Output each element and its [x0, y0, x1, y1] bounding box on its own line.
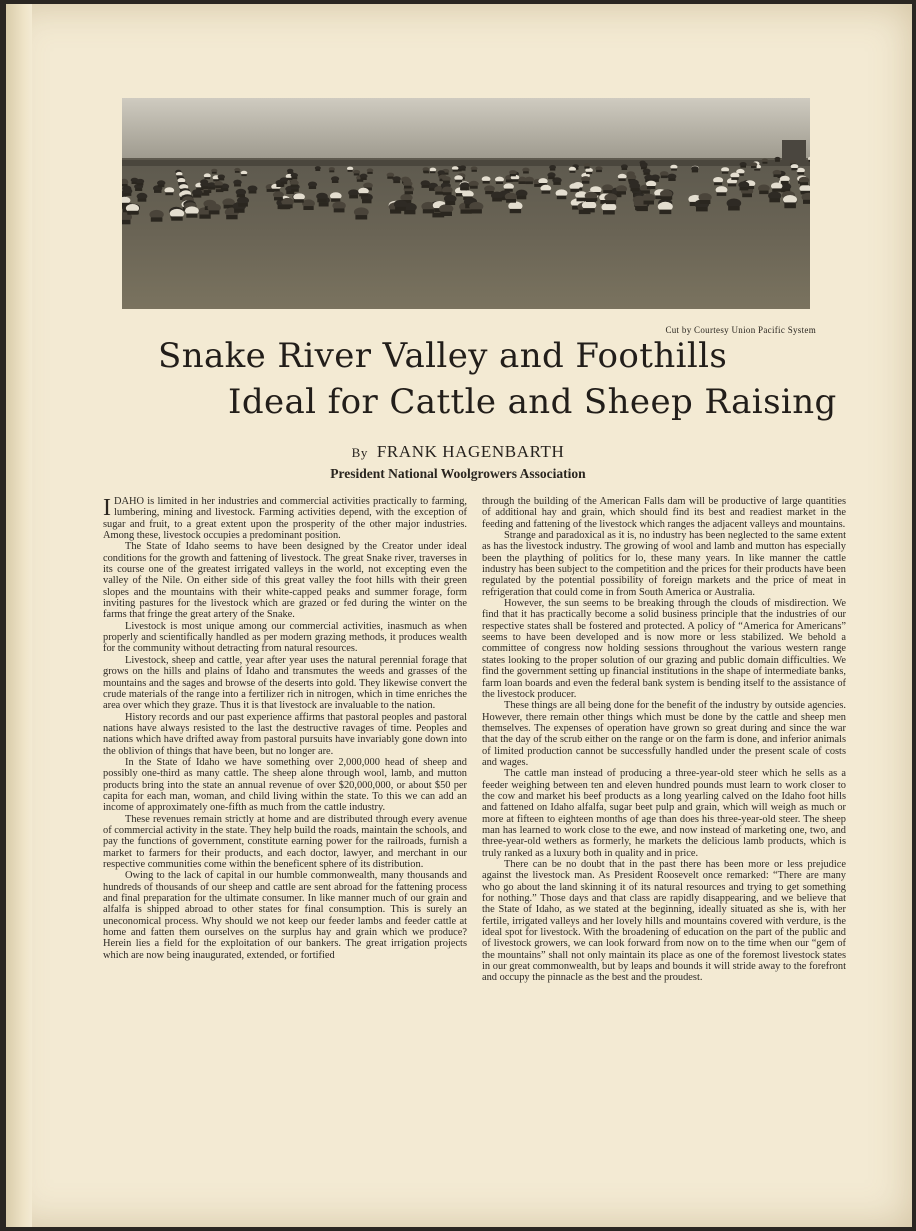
photo-credit: Cut by Courtesy Union Pacific System [665, 325, 816, 335]
article-paragraph: Livestock is most unique among our commercial activities, inasmuch as when properly and scientifically handled as per modern grazing methods, it produces wealth for the community without detracting from natural resources. [103, 620, 467, 655]
article-paragraph: In the State of Idaho we have something over 2,000,000 head of sheep and possibly one-third as many cattle. The sheep alone through wool, lamb, and mutton products bring into the state an annual revenue of over $20,000,000, or about $50 per capita for each man, woman, and child living within the state. To this we can add an income of approximately one-fifth as much from the cattle industry. [103, 756, 467, 814]
page-spine [6, 4, 32, 1227]
article-paragraph: IDAHO is limited in her industries and commercial activities practically to farming, lumbering, mining and livestock. Farming activities depend, with the exception of sugar and fruit, to a great extent upon the prosperity of the other major industries. Among these, livestock occupies a predominant position. [103, 495, 467, 542]
article-column-right [482, 496, 846, 984]
article-paragraph: History records and our past experience affirms that pastoral peoples and pastoral nations have always resisted to the last the destructive ravages of time. Peoples and nations which have drifted away from pastoral pursuits have invariably gone down into the oblivion of things that have been, but no longer are. [103, 711, 467, 757]
article-title-line2: Ideal for Cattle and Sheep Raising [228, 382, 837, 422]
cattle-herd-photo [122, 98, 810, 309]
article-paragraph: Owing to the lack of capital in our humble commonwealth, many thousands and hundreds of thousands of our sheep and cattle are sent abroad for the fattening process and final preparation for the ultimate consumer. In like manner much of our grain and alfalfa is shipped abroad to other states for final consumption. This is surely an uneconomical process. Why should we not keep our feeder lambs and feeder cattle at home and fatten them ourselves on the surplus hay and grain which we produce? Herein lies a field for the exploitation of our bankers. The great irrigation projects which are now being inaugurated, extended, or fortified [103, 870, 467, 961]
article-paragraph: These revenues remain strictly at home and are distributed through every avenue of commercial activity in the state. They help build the roads, maintain the schools, and pay the functions of government, constitute earning power for the railroads, furnish a market to farmers for their products, and each doctor, lawyer, and merchant in our respective communities come within the beneficent sphere of its distribution. [103, 813, 467, 870]
article-paragraph: Livestock, sheep and cattle, year after year uses the natural perennial forage that grows on the hills and plains of Idaho and transmutes the weeds and grasses of the mountains and the sages and browse of the deserts into gold. They likewise convert the crude materials of the range into a fertilizer rich in nitrogen, which in time enriches the area over which they graze. Thus it is that livestock are invaluable to the nation. [103, 654, 467, 712]
byline [0, 442, 916, 462]
drop-cap: I [103, 495, 111, 521]
article-paragraph: However, the sun seems to be breaking through the clouds of misdirection. We find that it has practically become a solid business principle that the industries of our respective states shall be fostered and protected. A policy of “America for Americans” seems to have been developed and is now more or less stabilized. We behold a committee of congress now holding sessions throughout the various western range states looking to the proper solution of our grazing and public domain difficulties. We find the government setting up financial institutions in the shape of intermediate banks, farm loan boards and even the federal bank system is bending itself to the assistance of the livestock producer. [482, 598, 846, 700]
article-paragraph: These things are all being done for the benefit of the industry by outside agencies. However, there remain other things which must be done by the cattle and sheep men themselves. The expenses of operation have grown so great during and since the war that the day of the scrub either on the range or on the farm is done, and inferior animals of limited production cannot be successfully handled under the present scale of costs and wages. [482, 700, 846, 768]
article-paragraph: The State of Idaho seems to have been designed by the Creator under ideal conditions for the growth and fattening of livestock. The great Snake river, traverses in its course one of the greatest irrigated valleys in the world, not excepting even the valley of the Nile. On either side of this great valley the foot hills with their green slopes and the mountains with their white-capped peaks and summer forage, form inviting pastures for the livestock which are grazed or fed during the winter on the farms that fringe the great artery of the Snake. [103, 541, 467, 621]
article-paragraph: Strange and paradoxical as it is, no industry has been neglected to the same extent as has the livestock industry. The growing of wool and lamb and mutton has especially been the plaything of politics for lo, these many years. In like manner the cattle industry has been subject to the competition and the prices for their products have been regulated by the potential possibility of foreign markets and the price of meat in refrigeration that could come in from South America or Australia. [482, 530, 846, 598]
article-paragraph: There can be no doubt that in the past there has been more or less prejudice against the livestock man. As President Roosevelt once remarked: “There are many who go about the land skinning it of its natural resources and trying to get something for nothing.” Those days and that class are rapidly disappearing, and we believe that the State of Idaho, as we stated at the beginning, ideally situated as she is, with her fertile, irrigated valleys and her lovely hills and mountains covered with verdure, is the ideal spot for livestock. With the broadening of education on the part of the public and of livestock growers, we can look forward from now on to the time when our “gem of the mountains” shall not only maintain its place as one of the foremost livestock states in our great commonwealth, but by leaps and bounds it will stride away to the forefront and occupy the pinnacle as the best and the proudest. [482, 859, 846, 984]
author-affiliation: President National Woolgrowers Association [330, 466, 586, 481]
byline-prefix: By [351, 445, 368, 460]
author-name: FRANK HAGENBARTH [376, 442, 565, 461]
article-column-left [103, 496, 467, 961]
article-paragraph: The cattle man instead of producing a three-year-old steer which he sells as a feeder weighing between ten and eleven hundred pounds must learn to work closer to the cow and market his beef products as a long yearling calved on the Idaho foot hills and fattened on Idaho alfalfa, sugar beet pulp and grain, which will weigh as much or more at fifteen to eighteen months of age than does his three-year-old steer. The sheep man has learned to work close to the ewe, and now instead of marketing one, two, and three-year-old wethers as formerly, he markets the delicious lamb products, which is truly ranked as a luxury both in quality and in price. [482, 768, 846, 859]
article-title-line1: Snake River Valley and Foothills [158, 336, 728, 376]
article-paragraph: through the building of the American Falls dam will be productive of large quantities of additional hay and grain, which should find its best and readiest market in the feeding and fattening of the livestock which ranges the adjacent valleys and mountains. [482, 496, 846, 530]
